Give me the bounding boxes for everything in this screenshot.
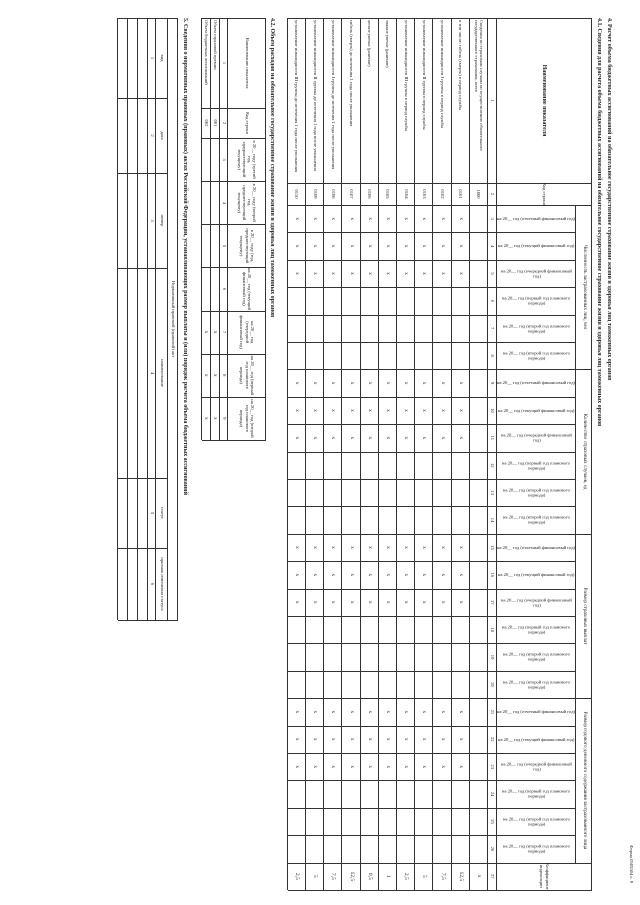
cross-mark: x: [366, 381, 373, 385]
year-subheader: на 20__ год (первый год планового периода): [502, 624, 571, 635]
year-subheader: на 20__ год (второй год планового периода): [503, 679, 570, 690]
cross-mark: x: [403, 546, 410, 549]
year-subheader: на 20__ год (очередной финансовый год): [501, 597, 572, 608]
cross-mark: x: [384, 573, 391, 577]
year-subheader: на 20__ год (отчетный финансовый год): [497, 709, 576, 715]
table-row-code: 0102: [440, 189, 446, 199]
cross-mark: x: [439, 217, 446, 221]
table-row-name: тяжкое увечье (ранение): [385, 20, 391, 68]
code-column-header: Код строки: [244, 112, 250, 134]
cross-mark: x: [421, 600, 428, 604]
act-column-header: статус: [159, 506, 165, 520]
cross-mark: x: [366, 765, 373, 769]
cross-mark: x: [293, 436, 300, 440]
table-row-code: 0104: [403, 189, 409, 199]
col-number: 2: [221, 121, 227, 125]
cross-mark: x: [212, 417, 219, 420]
year-subheader: на 20__ год (второй год планового периода): [503, 515, 570, 526]
grid-line: [118, 620, 178, 621]
act-group-header: Нормативный правовой (правовой) акт: [170, 280, 176, 358]
year-subheader: на 20__ год (отчетный финансовый год): [497, 216, 576, 222]
cross-mark: x: [366, 217, 373, 221]
cross-mark: x: [293, 737, 300, 741]
cross-mark: x: [312, 244, 319, 248]
col-number: 4: [490, 244, 496, 248]
cross-mark: x: [384, 710, 391, 714]
col-number: 12: [490, 462, 496, 468]
year-header: в 20__ году (второй год, предшествующий текущему): [236, 183, 258, 222]
act-column-header: номер: [159, 214, 165, 227]
cross-mark: x: [439, 710, 446, 714]
cross-mark: x: [312, 737, 319, 741]
cross-mark: x: [330, 272, 337, 275]
cross-mark: x: [457, 737, 464, 741]
table-row-name: установление инвалидности III группы в период службы: [403, 20, 409, 132]
cross-mark: x: [330, 381, 337, 385]
cross-mark: x: [312, 546, 319, 549]
cross-mark: x: [439, 737, 446, 741]
col-number: 10: [490, 408, 496, 413]
col-number: 23: [490, 764, 496, 769]
col-number: 6: [221, 287, 227, 291]
cross-mark: x: [457, 381, 464, 385]
col-number: 7: [490, 327, 496, 330]
year-header: на 20__ год (второй год планового периода): [239, 399, 255, 438]
cross-mark: x: [348, 573, 355, 577]
cross-mark: x: [348, 217, 355, 221]
cross-mark: x: [384, 381, 391, 385]
coefficient-value: x: [475, 874, 482, 878]
cross-mark: x: [348, 436, 355, 440]
col-number: 8: [221, 374, 227, 377]
cross-mark: x: [348, 272, 355, 275]
col-number: 11: [490, 435, 496, 441]
cross-mark: x: [421, 573, 428, 577]
cross-mark: x: [203, 330, 210, 334]
cross-mark: x: [384, 217, 391, 221]
year-header: в 20__ году (год, предшествующий текущему): [239, 228, 255, 264]
cross-mark: x: [366, 573, 373, 577]
year-subheader: на 20__ год (второй год планового периода): [503, 323, 570, 334]
col-number: 6: [149, 582, 155, 586]
cross-mark: x: [457, 244, 464, 248]
col-number: 8: [490, 354, 496, 357]
cross-mark: x: [212, 330, 219, 334]
cross-mark: x: [330, 573, 337, 577]
cross-mark: x: [293, 244, 300, 248]
table-row-name: установление инвалидности I группы в период службы: [440, 20, 446, 129]
cross-mark: x: [366, 710, 373, 714]
cross-mark: x: [293, 573, 300, 577]
coefficient-value: 5: [312, 874, 319, 878]
cross-mark: x: [312, 217, 319, 221]
year-subheader: на 20__ год (очередной финансовый год): [501, 432, 572, 443]
grid-line: [117, 18, 118, 620]
col-number: 22: [490, 736, 496, 742]
cross-mark: x: [457, 546, 464, 549]
table-row-code: 0107: [349, 189, 355, 199]
cross-mark: x: [457, 272, 464, 275]
cross-mark: x: [348, 710, 355, 714]
cross-mark: x: [384, 272, 391, 275]
section-5-title: 5. Сведения о нормативных правовых (правовых) актах Российской Федерации, устанавливающих размер выплаты и (или) порядок расчета объема бюджетных ассигнований: [182, 18, 188, 496]
col-number: 16: [490, 572, 496, 578]
cross-mark: x: [403, 710, 410, 714]
cross-mark: x: [384, 244, 391, 248]
cross-mark: x: [312, 710, 319, 714]
group-header: Численность застрахованных лиц, чел: [581, 244, 588, 330]
cross-mark: x: [203, 417, 210, 420]
cross-mark: x: [330, 546, 337, 549]
cross-mark: x: [293, 381, 300, 385]
cross-mark: x: [421, 436, 428, 440]
cross-mark: x: [439, 272, 446, 275]
cross-mark: x: [312, 573, 319, 577]
cross-mark: x: [330, 765, 337, 769]
cross-mark: x: [212, 373, 219, 377]
cross-mark: x: [312, 600, 319, 604]
year-subheader: на 20__ год (второй год планового периода): [503, 487, 570, 498]
col-number: 1: [221, 61, 227, 65]
col-number: 1: [490, 99, 496, 102]
cross-mark: x: [366, 244, 373, 248]
col-number: 24: [490, 791, 496, 797]
act-column-header: наименование: [159, 359, 165, 387]
cross-mark: x: [293, 600, 300, 604]
section-41-title: 4.1. Сведения для расчета объема бюджетных ассигнований на обязательное государственное страхование жизни и здоровья лиц таможенных органов: [596, 18, 602, 427]
cross-mark: x: [439, 409, 446, 412]
col-number: 17: [490, 599, 496, 605]
cross-mark: x: [384, 436, 391, 440]
year-header: в 20__ году (третий год, предшествующий текущему): [236, 140, 258, 179]
table-row-name: установление инвалидности III группы до истечения 1 года после увольнения: [294, 20, 300, 173]
cross-mark: x: [348, 381, 355, 385]
col-number: 26: [490, 846, 496, 852]
cross-mark: x: [312, 381, 319, 385]
table-row-code: 0106: [367, 189, 373, 199]
name-column-header: Наименование показателя: [541, 64, 548, 137]
cross-mark: x: [403, 737, 410, 741]
year-subheader: на 20__ год (текущий финансовый год): [498, 736, 575, 742]
year-header: на 20__ год (текущий финансовый год): [242, 268, 253, 310]
coefficient-value: 5: [421, 874, 428, 878]
section-4-title: 4. Расчет объема бюджетных ассигнований на обязательное государственное страхование жизни и здоровья лиц таможенных органов: [606, 18, 612, 381]
cross-mark: x: [403, 409, 410, 412]
coefficient-value: 1: [384, 874, 391, 878]
col-number: 27: [490, 873, 496, 879]
group-header: Количество страховых случаев, ед: [581, 413, 588, 490]
name-column-header: Наименование показателя: [244, 37, 250, 89]
coefficient-value: 7,5: [439, 872, 446, 880]
col-number: 25: [490, 819, 496, 824]
act-column-header: дата: [159, 131, 165, 140]
cross-mark: x: [348, 737, 355, 741]
col-number: 2: [490, 192, 496, 196]
group-header: Размер годового денежного содержания застрахованного лица: [581, 711, 588, 850]
cross-mark: x: [421, 546, 428, 549]
table-row-name: установление инвалидности II группы до истечения 1 года после увольнения: [312, 20, 318, 171]
cross-mark: x: [439, 381, 446, 385]
cross-mark: x: [348, 546, 355, 549]
section-42-title: 4.2. Объем расходов на обязательное государственное страхование жизни и здоровья лиц таможенных органов: [269, 18, 275, 318]
cross-mark: x: [348, 244, 355, 248]
cross-mark: x: [384, 737, 391, 741]
col-number: 7: [221, 330, 227, 334]
cross-mark: x: [439, 546, 446, 549]
year-subheader: на 20__ год (текущий финансовый год): [498, 407, 575, 413]
cross-mark: x: [293, 710, 300, 714]
cross-mark: x: [403, 600, 410, 604]
table-row-code: 0109: [312, 189, 318, 199]
year-header: на 20__ год (первый год планового периода): [239, 355, 255, 395]
table-row-name: легкое увечье (ранение): [367, 20, 373, 67]
cross-mark: x: [312, 272, 319, 275]
year-subheader: на 20__ год (второй год планового периода): [503, 816, 570, 827]
year-subheader: на 20__ год (второй год планового периода): [503, 350, 570, 361]
cross-mark: x: [403, 765, 410, 769]
col-number: 2: [149, 134, 155, 137]
table-row-code: 001: [213, 119, 219, 127]
col-number: 4: [149, 371, 155, 375]
cross-mark: x: [457, 409, 464, 412]
table-row-name: гибель (смерть) до истечения 1 года после увольнения: [349, 20, 355, 127]
cross-mark: x: [366, 272, 373, 275]
form-label: Форма 0505504 с. 9: [629, 844, 634, 883]
year-subheader: на 20__ год (первый год планового периода): [502, 295, 571, 306]
year-subheader: на 20__ год (первый год планового периода): [502, 789, 571, 800]
cross-mark: x: [330, 737, 337, 741]
col-number: 18: [490, 627, 496, 632]
year-header: на 20__ год (очередной финансовый год): [239, 315, 255, 349]
col-number: 4: [221, 201, 227, 204]
cross-mark: x: [421, 737, 428, 741]
col-number: 9: [490, 381, 496, 385]
year-subheader: на 20__ год (отчетный финансовый год): [497, 380, 576, 386]
cross-mark: x: [312, 765, 319, 769]
col-number: 13: [490, 490, 496, 495]
grid-line: [137, 18, 138, 620]
cross-mark: x: [293, 272, 300, 275]
col-number: 5: [149, 511, 155, 515]
table-row-name: Объем бюджетных ассигнований: [204, 20, 210, 85]
coefficient-value: 12,5: [457, 871, 464, 882]
table-row-code: 0110: [294, 189, 300, 199]
col-number: 21: [490, 709, 496, 715]
cross-mark: x: [366, 737, 373, 741]
col-number: 14: [490, 517, 496, 523]
year-subheader: на 20__ год (очередной финансовый год): [501, 761, 572, 772]
table-row-code: 0103: [421, 189, 427, 199]
cross-mark: x: [330, 436, 337, 440]
col-number: 3: [221, 158, 227, 161]
cross-mark: x: [421, 244, 428, 248]
cross-mark: x: [421, 710, 428, 714]
table-row-name: установление инвалидности II группы в период службы: [421, 20, 427, 130]
cross-mark: x: [348, 765, 355, 769]
cross-mark: x: [330, 600, 337, 604]
year-subheader: на 20__ год (отчетный финансовый год): [497, 544, 576, 550]
table-row-code: 0105: [385, 189, 391, 199]
cross-mark: x: [457, 573, 464, 577]
coefficient-header: Коэффициент индексации: [539, 862, 550, 890]
cross-mark: x: [384, 600, 391, 604]
table-row-code: 1000: [476, 189, 482, 199]
cross-mark: x: [293, 546, 300, 549]
cross-mark: x: [348, 409, 355, 412]
cross-mark: x: [403, 381, 410, 385]
year-subheader: на 20__ год (второй год планового периода): [503, 652, 570, 663]
coefficient-value: 0,5: [366, 872, 373, 880]
cross-mark: x: [203, 373, 210, 377]
cross-mark: x: [457, 765, 464, 769]
coefficient-value: 7,5: [330, 872, 337, 880]
cross-mark: x: [366, 546, 373, 549]
col-number: 5: [221, 244, 227, 247]
code-column-header: Код строки: [542, 183, 548, 205]
col-number: 15: [490, 545, 496, 550]
col-number: 20: [490, 682, 496, 687]
cross-mark: x: [457, 436, 464, 440]
table-row-name: Сведения по страховым случаям по осуществлению обязательного государственного страхования, всего: [473, 20, 484, 151]
table-row-code: 0101: [458, 189, 464, 199]
col-number: 3: [490, 217, 496, 220]
col-number: 6: [490, 299, 496, 303]
cross-mark: x: [366, 600, 373, 604]
cross-mark: x: [403, 573, 410, 577]
cross-mark: x: [330, 244, 337, 248]
cross-mark: x: [439, 244, 446, 248]
cross-mark: x: [384, 765, 391, 769]
cross-mark: x: [421, 409, 428, 412]
cross-mark: x: [293, 217, 300, 221]
table-row-code: 002: [204, 119, 210, 127]
col-number: 1: [149, 56, 155, 60]
cross-mark: x: [330, 217, 337, 221]
cross-mark: x: [439, 765, 446, 769]
cross-mark: x: [330, 409, 337, 412]
table-row-name: установление инвалидности I группы до истечения 1 года после увольнения: [330, 20, 336, 170]
cross-mark: x: [421, 272, 428, 275]
table-row-name: в том числе: гибель (смерть) в период службы: [458, 20, 464, 111]
cross-mark: x: [457, 710, 464, 714]
cross-mark: x: [403, 436, 410, 440]
cross-mark: x: [403, 272, 410, 275]
cross-mark: x: [384, 409, 391, 412]
coefficient-value: 12,5: [348, 871, 355, 882]
cross-mark: x: [439, 573, 446, 577]
col-number: 3: [149, 219, 155, 222]
act-column-header: признак изменения статуса: [159, 557, 165, 611]
cross-mark: x: [403, 244, 410, 248]
col-number: 5: [490, 272, 496, 275]
table-row-name: Объем страховой премии: [213, 20, 219, 70]
year-subheader: на 20__ год (очередной финансовый год): [501, 268, 572, 279]
cross-mark: x: [312, 436, 319, 440]
year-subheader: на 20__ год (первый год планового периода): [502, 460, 571, 471]
grid-line: [127, 18, 128, 620]
cross-mark: x: [366, 409, 373, 412]
cross-mark: x: [457, 600, 464, 604]
col-number: 9: [221, 417, 227, 420]
cross-mark: x: [384, 546, 391, 549]
cross-mark: x: [348, 600, 355, 604]
coefficient-value: 2,5: [403, 872, 410, 880]
cross-mark: x: [439, 600, 446, 604]
cross-mark: x: [293, 409, 300, 412]
cross-mark: x: [330, 710, 337, 714]
cross-mark: x: [421, 217, 428, 221]
col-number: 19: [490, 654, 496, 660]
coefficient-value: 2,5: [293, 872, 300, 880]
table-row-code: 0108: [330, 189, 336, 199]
cross-mark: x: [439, 436, 446, 440]
group-header: Размер страховых выплат: [581, 587, 588, 645]
act-column-header: вид: [159, 54, 165, 62]
cross-mark: x: [421, 765, 428, 769]
cross-mark: x: [293, 765, 300, 769]
year-subheader: на 20__ год (текущий финансовый год): [498, 572, 575, 578]
year-subheader: на 20__ год (текущий финансовый год): [498, 243, 575, 249]
year-subheader: на 20__ год (второй год планового периода): [503, 843, 570, 854]
cross-mark: x: [312, 409, 319, 412]
cross-mark: x: [421, 381, 428, 385]
cross-mark: x: [403, 217, 410, 221]
cross-mark: x: [457, 217, 464, 221]
cross-mark: x: [366, 436, 373, 440]
